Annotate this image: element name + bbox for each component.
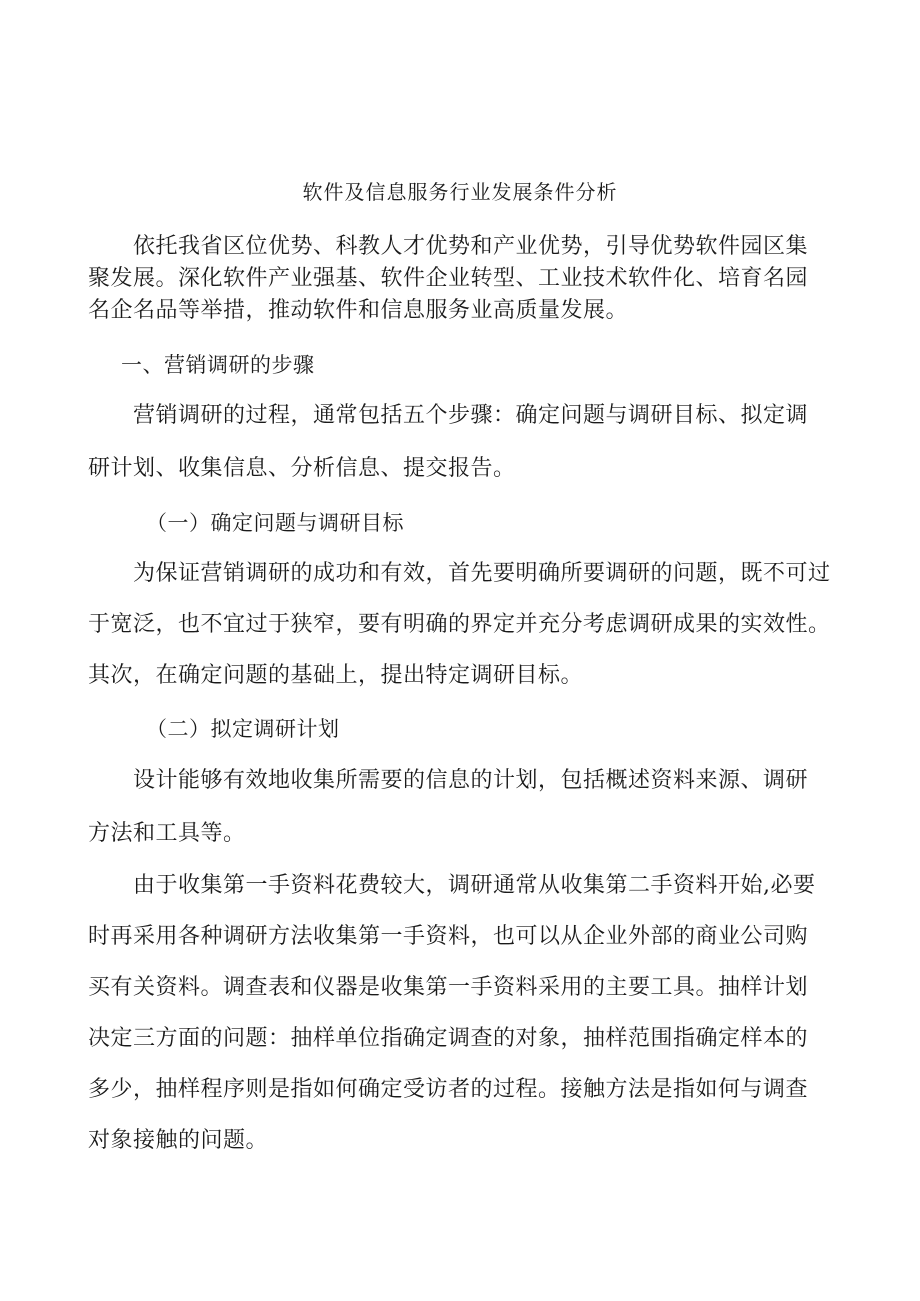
subsection2-para2-line-1: 由于收集第一手资料花费较大，调研通常从收集第二手资料开始,必要 [133, 873, 816, 898]
subsection2-para1-line-2: 方法和工具等。 [88, 821, 246, 846]
subsection1-para-line-3: 其次，在确定问题的基础上，提出特定调研目标。 [88, 663, 584, 688]
section1-para-line-1: 营销调研的过程，通常包括五个步骤：确定问题与调研目标、拟定调 [133, 403, 809, 428]
subsection2-para2-line-6: 对象接触的问题。 [88, 1128, 269, 1153]
subsection1-heading: （一）确定问题与调研目标 [146, 511, 404, 535]
subsection1-para-line-1: 为保证营销调研的成功和有效，首先要明确所要调研的问题，既不可过 [133, 561, 831, 586]
subsection1-para-line-2: 于宽泛，也不宜过于狭窄，要有明确的界定并充分考虑调研成果的实效性。 [88, 612, 831, 637]
subsection2-para2-line-5: 多少，抽样程序则是指如何确定受访者的过程。接触方法是指如何与调查 [88, 1077, 809, 1102]
section1-heading: 一、营销调研的步骤 [121, 353, 315, 377]
subsection2-para2-line-2: 时再采用各种调研方法收集第一手资料，也可以从企业外部的商业公司购 [88, 924, 809, 949]
document-title: 软件及信息服务行业发展条件分析 [302, 180, 618, 204]
subsection2-para2-line-3: 买有关资料。调查表和仪器是收集第一手资料采用的主要工具。抽样计划 [88, 975, 809, 1000]
intro-line-1: 依托我省区位优势、科教人才优势和产业优势，引导优势软件园区集 [133, 234, 809, 259]
intro-line-3: 名企名品等举措，推动软件和信息服务业高质量发展。 [88, 298, 629, 323]
subsection2-para1-line-1: 设计能够有效地收集所需要的信息的计划，包括概述资料来源、调研 [133, 768, 809, 793]
section1-para-line-2: 研计划、收集信息、分析信息、提交报告。 [88, 456, 516, 481]
subsection2-heading: （二）拟定调研计划 [146, 717, 340, 741]
intro-line-2: 聚发展。深化软件产业强基、软件企业转型、工业技术软件化、培育名园 [88, 266, 809, 291]
subsection2-para2-line-4: 决定三方面的问题：抽样单位指确定调查的对象，抽样范围指确定样本的 [88, 1026, 809, 1051]
